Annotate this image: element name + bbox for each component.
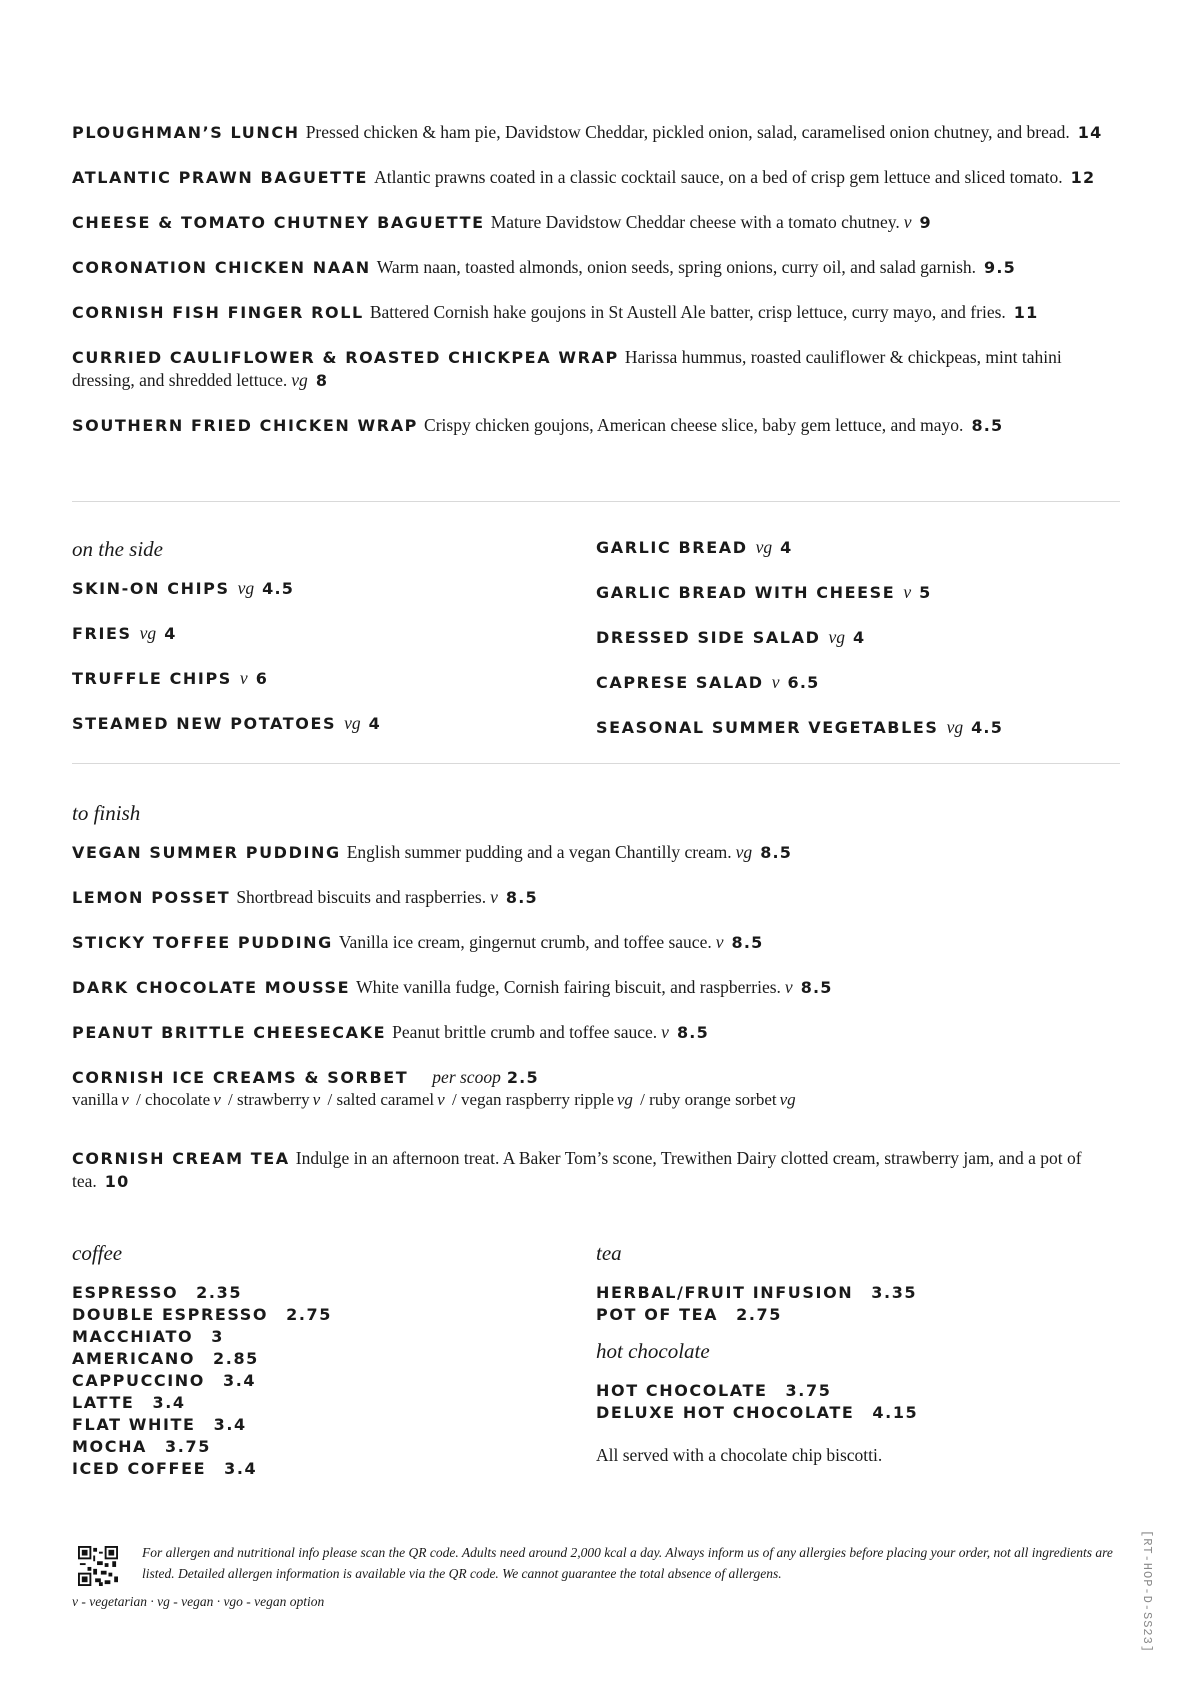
item-name: MACCHIATO bbox=[72, 1327, 194, 1346]
item-price: 3.4 bbox=[224, 1459, 258, 1478]
diet-tag: v bbox=[239, 668, 248, 688]
item-description: White vanilla fudge, Cornish fairing biscuit, and raspberries. bbox=[356, 977, 781, 997]
diet-tag: v bbox=[121, 1090, 129, 1109]
item-description: Mature Davidstow Cheddar cheese with a tomato chutney. bbox=[490, 212, 900, 232]
drink-item bbox=[596, 1304, 1120, 1326]
item-price: 8.5 bbox=[760, 843, 793, 862]
drink-item bbox=[596, 1402, 1120, 1424]
item-price: 6.5 bbox=[787, 673, 820, 692]
menu-item bbox=[72, 121, 1120, 144]
item-price: 4.15 bbox=[872, 1403, 919, 1422]
tea-column bbox=[596, 1240, 1120, 1484]
flavour: vegan raspberry ripple bbox=[460, 1090, 614, 1109]
item-name: HOT CHOCOLATE bbox=[596, 1381, 768, 1400]
drink-item bbox=[72, 1370, 596, 1392]
flavour: ruby orange sorbet bbox=[649, 1090, 777, 1109]
item-price: 8.5 bbox=[971, 416, 1004, 435]
flavour: chocolate bbox=[145, 1090, 211, 1109]
item-name: LATTE bbox=[72, 1393, 135, 1412]
item-description: Indulge in an afternoon treat. A Baker Tom’s scone, Trewithen Dairy clotted cream, strawberry jam, and a pot of tea. bbox=[72, 1148, 1082, 1191]
mains-section bbox=[72, 121, 1120, 459]
item-price: 11 bbox=[1013, 303, 1039, 322]
item-name: FRIES bbox=[72, 624, 132, 643]
item-name: CORONATION CHICKEN NAAN bbox=[72, 258, 371, 277]
menu-item bbox=[72, 301, 1120, 324]
item-description: Shortbread biscuits and raspberries. bbox=[236, 887, 487, 907]
item-name: STICKY TOFFEE PUDDING bbox=[72, 933, 333, 952]
drink-item bbox=[596, 1282, 1120, 1304]
item-price: 2.85 bbox=[213, 1349, 259, 1368]
item-price: 2.35 bbox=[196, 1283, 243, 1302]
section-heading: on the side bbox=[72, 537, 163, 561]
item-name: HERBAL/FRUIT INFUSION bbox=[596, 1283, 854, 1302]
side-item bbox=[72, 577, 596, 600]
item-description: Peanut brittle crumb and toffee sauce. bbox=[392, 1022, 658, 1042]
menu-item bbox=[72, 346, 1120, 392]
item-name: DELUXE HOT CHOCOLATE bbox=[596, 1403, 855, 1422]
item-name: CORNISH FISH FINGER ROLL bbox=[72, 303, 364, 322]
hot-chocolate-note: All served with a chocolate chip biscotti. bbox=[596, 1445, 883, 1465]
diet-tag: v bbox=[661, 1022, 669, 1042]
diet-tag: v bbox=[903, 582, 912, 602]
section-heading: coffee bbox=[72, 1241, 123, 1265]
flavour: vanilla bbox=[72, 1090, 119, 1109]
item-price: 4.5 bbox=[971, 718, 1004, 737]
item-name: STEAMED NEW POTATOES bbox=[72, 714, 337, 733]
item-price: 10 bbox=[104, 1172, 130, 1191]
diet-tag: vg bbox=[237, 578, 255, 598]
per-scoop-label: per scoop bbox=[432, 1067, 501, 1087]
diet-tag: vg bbox=[616, 1090, 633, 1109]
item-name: CAPPUCCINO bbox=[72, 1371, 205, 1390]
drink-item bbox=[72, 1436, 596, 1458]
item-price: 2.75 bbox=[286, 1305, 333, 1324]
ice-cream-item bbox=[72, 1066, 1120, 1111]
diet-tag: vg bbox=[344, 713, 361, 733]
diet-tag: v bbox=[771, 672, 780, 692]
drink-item bbox=[72, 1326, 596, 1348]
diet-tag: vg bbox=[828, 627, 845, 647]
menu-item bbox=[72, 211, 1120, 234]
item-price: 4 bbox=[368, 714, 381, 733]
side-item bbox=[596, 671, 1120, 694]
side-item bbox=[72, 712, 596, 735]
drink-item bbox=[72, 1414, 596, 1436]
item-price: 4.5 bbox=[262, 579, 295, 598]
item-price: 8.5 bbox=[800, 978, 833, 997]
section-heading: tea bbox=[596, 1241, 622, 1265]
diet-tag: vg bbox=[755, 537, 773, 557]
item-price: 3.4 bbox=[223, 1371, 257, 1390]
item-name: PEANUT BRITTLE CHEESECAKE bbox=[72, 1023, 387, 1042]
divider bbox=[72, 763, 1120, 764]
item-price: 9.5 bbox=[984, 258, 1016, 277]
item-name: PLOUGHMAN’S LUNCH bbox=[72, 123, 300, 142]
side-item bbox=[596, 716, 1120, 739]
diet-tag: vg bbox=[291, 370, 308, 390]
menu-code: [RT-HOP-D-SS23] bbox=[1140, 1530, 1154, 1654]
menu-item bbox=[72, 414, 1120, 437]
menu-item bbox=[72, 256, 1120, 279]
menu-item bbox=[72, 976, 1120, 999]
item-price: 3.75 bbox=[785, 1381, 832, 1400]
menu-item bbox=[72, 1147, 1120, 1193]
item-name: CAPRESE SALAD bbox=[596, 673, 764, 692]
menu-page bbox=[72, 0, 1120, 1684]
item-price: 4 bbox=[780, 538, 793, 557]
item-name: ESPRESSO bbox=[72, 1283, 179, 1302]
item-name: MOCHA bbox=[72, 1437, 148, 1456]
item-name: GARLIC BREAD bbox=[596, 538, 748, 557]
section-heading: to finish bbox=[72, 801, 141, 825]
side-item bbox=[596, 626, 1120, 649]
item-name: AMERICANO bbox=[72, 1349, 196, 1368]
item-price: 4 bbox=[853, 628, 866, 647]
dietary-key: v - vegetarian · vg - vegan · vgo - vegan option bbox=[72, 1594, 325, 1609]
item-price: 2.5 bbox=[506, 1068, 539, 1087]
item-price: 3.4 bbox=[152, 1393, 186, 1412]
menu-item bbox=[72, 931, 1120, 954]
diet-tag: vg bbox=[946, 717, 964, 737]
sides-section bbox=[72, 536, 1120, 761]
diet-tag: v bbox=[437, 1090, 445, 1109]
item-price: 8.5 bbox=[676, 1023, 709, 1042]
desserts-section bbox=[72, 800, 1120, 1215]
side-item bbox=[596, 581, 1120, 604]
item-description: English summer pudding and a vegan Chantilly cream. bbox=[346, 842, 732, 862]
item-name: ICED COFFEE bbox=[72, 1459, 207, 1478]
item-name: CHEESE & TOMATO CHUTNEY BAGUETTE bbox=[72, 213, 485, 232]
item-name: FLAT WHITE bbox=[72, 1415, 196, 1434]
item-description: Warm naan, toasted almonds, onion seeds, spring onions, curry oil, and salad garnish. bbox=[376, 257, 977, 277]
item-name: DOUBLE ESPRESSO bbox=[72, 1305, 269, 1324]
menu-item bbox=[72, 886, 1120, 909]
item-name: ATLANTIC PRAWN BAGUETTE bbox=[72, 168, 369, 187]
diet-tag: v bbox=[715, 932, 724, 952]
diet-tag: vg bbox=[779, 1090, 796, 1109]
item-price: 8.5 bbox=[731, 933, 764, 952]
item-price: 3.75 bbox=[165, 1437, 211, 1456]
item-name: POT OF TEA bbox=[596, 1305, 719, 1324]
item-price: 8 bbox=[315, 371, 329, 390]
item-name: SKIN-ON CHIPS bbox=[72, 579, 230, 598]
item-price: 3 bbox=[211, 1327, 224, 1346]
sides-right-column bbox=[596, 536, 1120, 761]
drink-item bbox=[72, 1348, 596, 1370]
side-item bbox=[596, 536, 1120, 559]
qr-code-icon[interactable] bbox=[78, 1546, 118, 1586]
item-name: CORNISH CREAM TEA bbox=[72, 1149, 290, 1168]
item-name: CURRIED CAULIFLOWER & ROASTED CHICKPEA WRAP bbox=[72, 348, 619, 367]
section-heading: hot chocolate bbox=[596, 1339, 710, 1363]
item-name: SEASONAL SUMMER VEGETABLES bbox=[596, 718, 939, 737]
diet-tag: vg bbox=[139, 623, 157, 643]
side-item bbox=[72, 622, 596, 645]
divider bbox=[72, 501, 1120, 502]
ice-cream-flavours: vanilla v / chocolate v / strawberry v / salted caramel v / vegan raspberry ripple vg / ruby orange sorbet vg bbox=[72, 1090, 796, 1109]
item-name: VEGAN SUMMER PUDDING bbox=[72, 843, 341, 862]
coffee-column bbox=[72, 1240, 596, 1484]
item-price: 3.35 bbox=[871, 1283, 918, 1302]
diet-tag: v bbox=[312, 1090, 321, 1109]
item-name: GARLIC BREAD WITH CHEESE bbox=[596, 583, 896, 602]
item-price: 6 bbox=[255, 669, 269, 688]
side-item bbox=[72, 667, 596, 690]
item-name: DRESSED SIDE SALAD bbox=[596, 628, 821, 647]
item-description: Vanilla ice cream, gingernut crumb, and toffee sauce. bbox=[338, 932, 712, 952]
drink-item bbox=[72, 1304, 596, 1326]
item-price: 8.5 bbox=[505, 888, 538, 907]
diet-tag: v bbox=[213, 1090, 221, 1109]
item-description: Harissa hummus, roasted cauliflower & chickpeas, mint tahini dressing, and shredded lettuce. bbox=[72, 347, 1062, 390]
flavour: strawberry bbox=[236, 1090, 310, 1109]
item-description: Atlantic prawns coated in a classic cocktail sauce, on a bed of crisp gem lettuce and sliced tomato. bbox=[374, 167, 1063, 187]
drink-item bbox=[596, 1380, 1120, 1402]
flavour: salted caramel bbox=[336, 1090, 435, 1109]
item-description: Crispy chicken goujons, American cheese slice, baby gem lettuce, and mayo. bbox=[424, 415, 964, 435]
item-description: Battered Cornish hake goujons in St Austell Ale batter, crisp lettuce, curry mayo, and fries. bbox=[369, 302, 1006, 322]
item-name: SOUTHERN FRIED CHICKEN WRAP bbox=[72, 416, 419, 435]
menu-item bbox=[72, 1021, 1120, 1044]
allergen-notice: For allergen and nutritional info please scan the QR code. Adults need around 2,000 kcal a day. Always inform us of any allergies before placing your order, not all ingredients are listed. Detailed allergen information is available via the QR code. We cannot guarantee the total absence of allergens. bbox=[142, 1545, 1113, 1581]
menu-item bbox=[72, 166, 1120, 189]
item-price: 9 bbox=[919, 213, 932, 232]
item-price: 4 bbox=[164, 624, 177, 643]
diet-tag: vg bbox=[735, 842, 753, 862]
item-price: 14 bbox=[1077, 123, 1103, 142]
drink-item bbox=[72, 1392, 596, 1414]
item-description: Pressed chicken & ham pie, Davidstow Cheddar, pickled onion, salad, caramelised onion chutney, and bread. bbox=[305, 122, 1070, 142]
diet-tag: v bbox=[903, 212, 912, 232]
sides-left-column bbox=[72, 536, 596, 761]
item-name: LEMON POSSET bbox=[72, 888, 231, 907]
menu-item bbox=[72, 841, 1120, 864]
drink-item bbox=[72, 1458, 596, 1480]
item-price: 3.4 bbox=[213, 1415, 247, 1434]
item-name: CORNISH ICE CREAMS & SORBET bbox=[72, 1068, 409, 1087]
item-price: 12 bbox=[1070, 168, 1096, 187]
item-price: 2.75 bbox=[736, 1305, 783, 1324]
diet-tag: v bbox=[490, 887, 498, 907]
item-name: DARK CHOCOLATE MOUSSE bbox=[72, 978, 351, 997]
diet-tag: v bbox=[784, 977, 793, 997]
item-name: TRUFFLE CHIPS bbox=[72, 669, 232, 688]
item-price: 5 bbox=[919, 583, 932, 602]
drink-item bbox=[72, 1282, 596, 1304]
drinks-section bbox=[72, 1240, 1120, 1484]
